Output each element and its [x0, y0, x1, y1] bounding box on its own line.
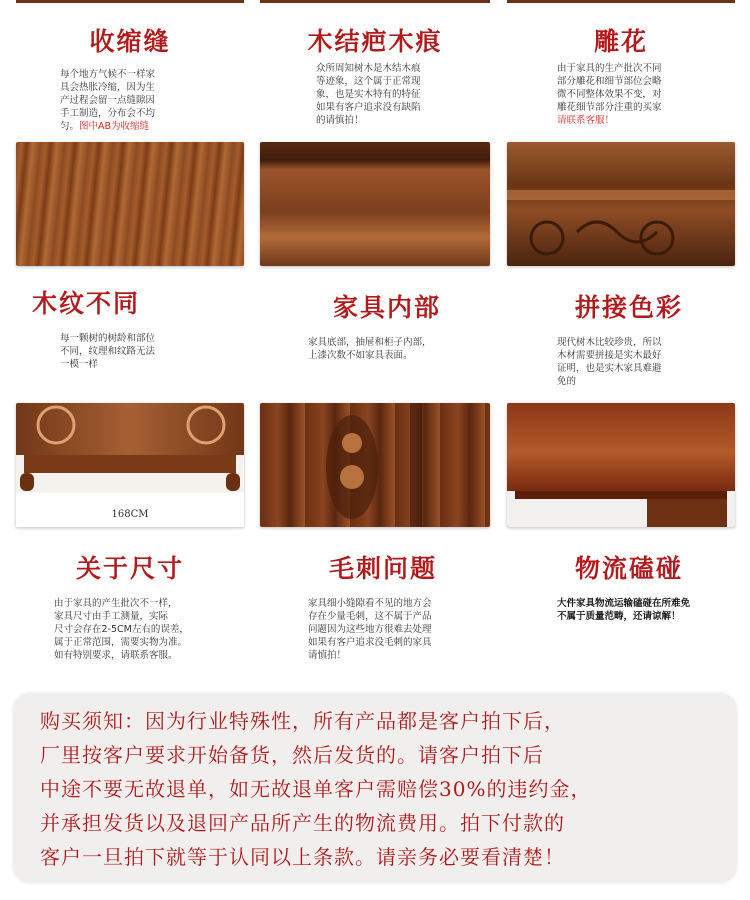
desc-highlight: 图中AB为收缩缝 [79, 121, 150, 132]
desc-line: 如果有客户追求没有缺陷 [316, 102, 421, 113]
wood-grain-photo [16, 142, 244, 266]
desc-line: 微不同整体效果不变，对 [557, 89, 662, 100]
section-desc [316, 62, 466, 127]
section-title: 拼接色彩 [574, 293, 683, 322]
desc-line: 每一颗树的树龄和部位 [60, 333, 156, 344]
section-title: 木纹不同 [31, 289, 140, 318]
desc-line: 具会热胀冷缩，因为生 [60, 82, 156, 93]
section-knots [258, 18, 492, 128]
desc-line: 手工制造，分布会不均 [60, 108, 156, 119]
desc-line: 一模一样 [60, 359, 99, 370]
desc-line: 属于正常范围，需要实物为准。 [54, 637, 188, 648]
section-title: 家具内部 [332, 293, 441, 322]
wood-knot-photo [260, 142, 490, 266]
desc-line: 的请慎拍！ [316, 115, 364, 126]
desc-line: 众所周知树木是木结木痕 [316, 63, 421, 74]
desc-line: 部分雕花和细节部位会略 [557, 76, 662, 87]
desc-line: 存在少量毛刺，这不属于产品 [308, 611, 432, 622]
top-photo-strip-1 [16, 0, 244, 3]
desc-line: 证明，也是实木家具难避 [557, 363, 662, 374]
desc-line: 雕花细节部分注重的买家 [557, 102, 662, 113]
desc-line: 上漆次数不如家具表面。 [308, 350, 413, 361]
notice-line: 厂里按客户要求开始备货，然后发货的。请客户拍下后 [40, 743, 544, 767]
desc-line: 大件家具物流运输磕碰在所难免 [557, 598, 691, 609]
section-title: 收缩缝 [89, 27, 171, 56]
desc-line: 请慎拍！ [308, 650, 347, 661]
desc-line: 等迹象，这个属于正常现 [316, 76, 421, 87]
section-title: 关于尺寸 [75, 554, 184, 583]
section-shrinkage [14, 18, 246, 132]
carving-relief [260, 403, 490, 527]
section-desc [54, 597, 234, 662]
notice-text [40, 704, 720, 874]
desc-line: 如有特别要求，请联系客服。 [54, 650, 178, 661]
section-title: 雕花 [593, 27, 648, 56]
carving-photo [507, 142, 735, 266]
section-joint-color [505, 280, 737, 390]
desc-line: 如果有客户追求没毛刺的家具 [308, 637, 432, 648]
desc-line: 产过程会留一点缝隙因 [60, 95, 156, 106]
section-burrs [258, 545, 492, 675]
section-carving [505, 18, 737, 128]
desc-highlight: 请联系客服！ [557, 115, 615, 126]
section-desc [557, 62, 707, 127]
section-size [14, 545, 246, 675]
desc-line: 每个地方气候不一样家 [60, 69, 156, 80]
joint-drawing [507, 403, 735, 527]
section-desc [308, 597, 488, 662]
desc-line: 家具细小缝隙看不见的地方会 [308, 598, 432, 609]
desc-line: 免的 [557, 376, 577, 387]
carving-pattern [507, 142, 735, 266]
section-title: 木结疤木痕 [307, 27, 443, 56]
section-interior [258, 280, 492, 390]
top-photo-strip-2 [260, 0, 490, 3]
desc-line [60, 120, 200, 133]
section-desc [60, 68, 200, 133]
notice-line: 中途不要无故退单，如无故退单客户需赔偿30%的违约金， [40, 777, 592, 801]
furniture-photo [16, 403, 244, 527]
section-desc [557, 597, 737, 623]
color-joint-photo [507, 403, 735, 527]
desc-line: 不同，纹理和纹路无法 [60, 346, 156, 357]
section-desc [60, 332, 210, 371]
section-desc [308, 336, 483, 362]
desc-line: 尺寸会存在2-5CM左右的误差， [54, 624, 189, 635]
desc-line: 家具底部，抽屉和柜子内部， [308, 337, 432, 348]
size-label: 168CM [111, 509, 149, 520]
section-desc [557, 336, 707, 388]
purchase-notice [14, 694, 736, 882]
top-photo-strip-3 [507, 0, 735, 3]
desc-line: 象，也是实木特有的特征 [316, 89, 421, 100]
desc-line: 现代树木比较珍贵，所以 [557, 337, 662, 348]
section-title: 物流磕碰 [574, 554, 683, 583]
interior-carving-photo [260, 403, 490, 527]
desc-line: 由于家具的生产批次不同 [557, 63, 662, 74]
desc-line: 木材需要拼接是实木最好 [557, 350, 662, 361]
section-logistics [505, 545, 737, 675]
notice-line: 购买须知：因为行业特殊性，所有产品都是客户拍下后， [40, 709, 565, 733]
section-grain [14, 280, 246, 390]
desc-line: 家具尺寸由手工测量，实际 [54, 611, 169, 622]
desc-text: 匀。 [60, 121, 80, 132]
notice-line: 并承担发货以及退回产品所产生的物流费用。拍下付款的 [40, 811, 565, 835]
desc-line: 由于家具的产生批次不一样， [54, 598, 178, 609]
desc-line: 不属于质量范畴，还请谅解！ [557, 611, 681, 622]
desc-line: 问题因为这些地方很难去处理 [308, 624, 432, 635]
section-title: 毛刺问题 [328, 554, 437, 583]
notice-line: 客户一旦拍下就等于认同以上条款。请亲务必要看清楚！ [40, 845, 565, 869]
